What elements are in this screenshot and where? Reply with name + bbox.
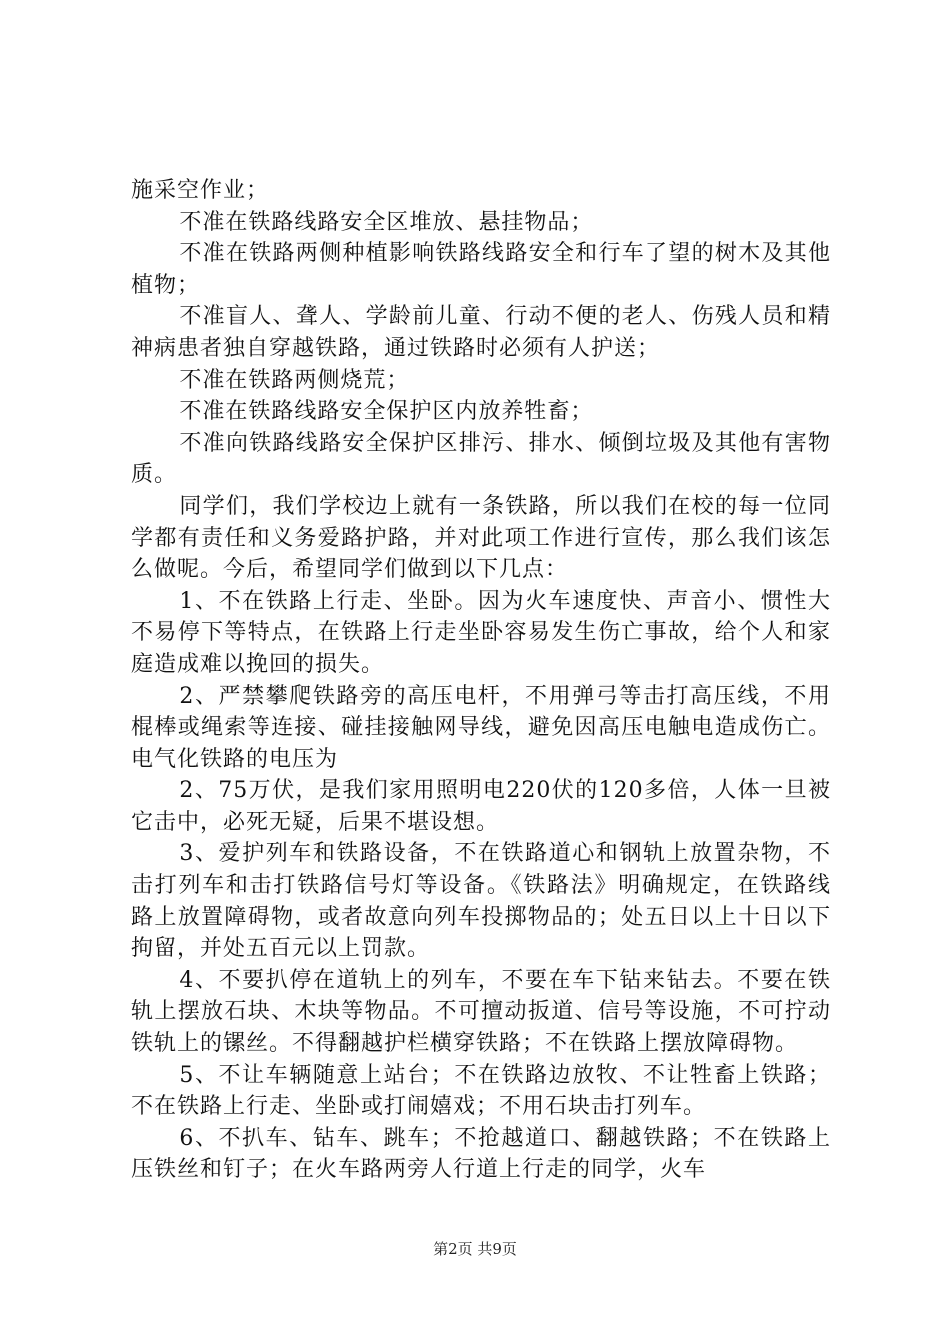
page-number-footer: 第2页 共9页 bbox=[433, 1240, 517, 1258]
paragraph: 不准盲人、聋人、学龄前儿童、行动不便的老人、伤残人员和精神病患者独自穿越铁路，通过铁路时必须有人护送； bbox=[131, 304, 831, 361]
list-item: 4、不要扒停在道轨上的列车，不要在车下钻来钻去。不要在铁轨上摆放石块、木块等物品。不可擅动扳道、信号等设施，不可拧动铁轨上的镙丝。不得翻越护栏横穿铁路；不在铁路上摆放障碍物。 bbox=[131, 967, 831, 1057]
paragraph: 同学们，我们学校边上就有一条铁路，所以我们在校的每一位同学都有责任和义务爱路护路，并对此项工作进行宣传，那么我们该怎么做呢。今后，希望同学们做到以下几点： bbox=[131, 493, 831, 583]
list-item: 5、不让车辆随意上站台；不在铁路边放牧、不让牲畜上铁路；不在铁路上行走、坐卧或打闹嬉戏；不用石块击打列车。 bbox=[131, 1062, 831, 1120]
list-item: 6、不扒车、钻车、跳车；不抢越道口、翻越铁路；不在铁路上压铁丝和钉子；在火车路两旁人行道上行走的同学，火车 bbox=[131, 1125, 831, 1183]
paragraph: 不准向铁路线路安全保护区排污、排水、倾倒垃圾及其他有害物质。 bbox=[131, 430, 831, 488]
list-item: 2、严禁攀爬铁路旁的高压电杆，不用弹弓等击打高压线，不用棍棒或绳索等连接、碰挂接触网导线，避免因高压电触电造成伤亡。电气化铁路的电压为 bbox=[131, 683, 831, 772]
paragraph: 不准在铁路线路安全区堆放、悬挂物品； bbox=[179, 209, 594, 235]
list-item: 3、爱护列车和铁路设备，不在铁路道心和钢轨上放置杂物，不击打列车和击打铁路信号灯等设备。《铁路法》明确规定，在铁路线路上放置障碍物，或者故意向列车投掷物品的；处五日以上十日以下拘留，并处五百元以上罚款。 bbox=[131, 841, 831, 962]
paragraph: 不准在铁路两侧烧荒； bbox=[179, 367, 410, 393]
paragraph: 不准在铁路两侧种植影响铁路线路安全和行车了望的树木及其他植物； bbox=[131, 241, 831, 298]
paragraph: 施采空作业； bbox=[131, 178, 270, 203]
list-item: 2、75万伏，是我们家用照明电220伏的120多倍，人体一旦被它击中，必死无疑，后果不堪设想。 bbox=[131, 778, 831, 835]
list-item: 1、不在铁路上行走、坐卧。因为火车速度快、声音小、惯性大不易停下等特点，在铁路上行走坐卧容易发生伤亡事故，给个人和家庭造成难以挽回的损失。 bbox=[131, 588, 831, 677]
document-body bbox=[131, 175, 831, 1186]
paragraph: 不准在铁路线路安全保护区内放养牲畜； bbox=[179, 399, 594, 425]
